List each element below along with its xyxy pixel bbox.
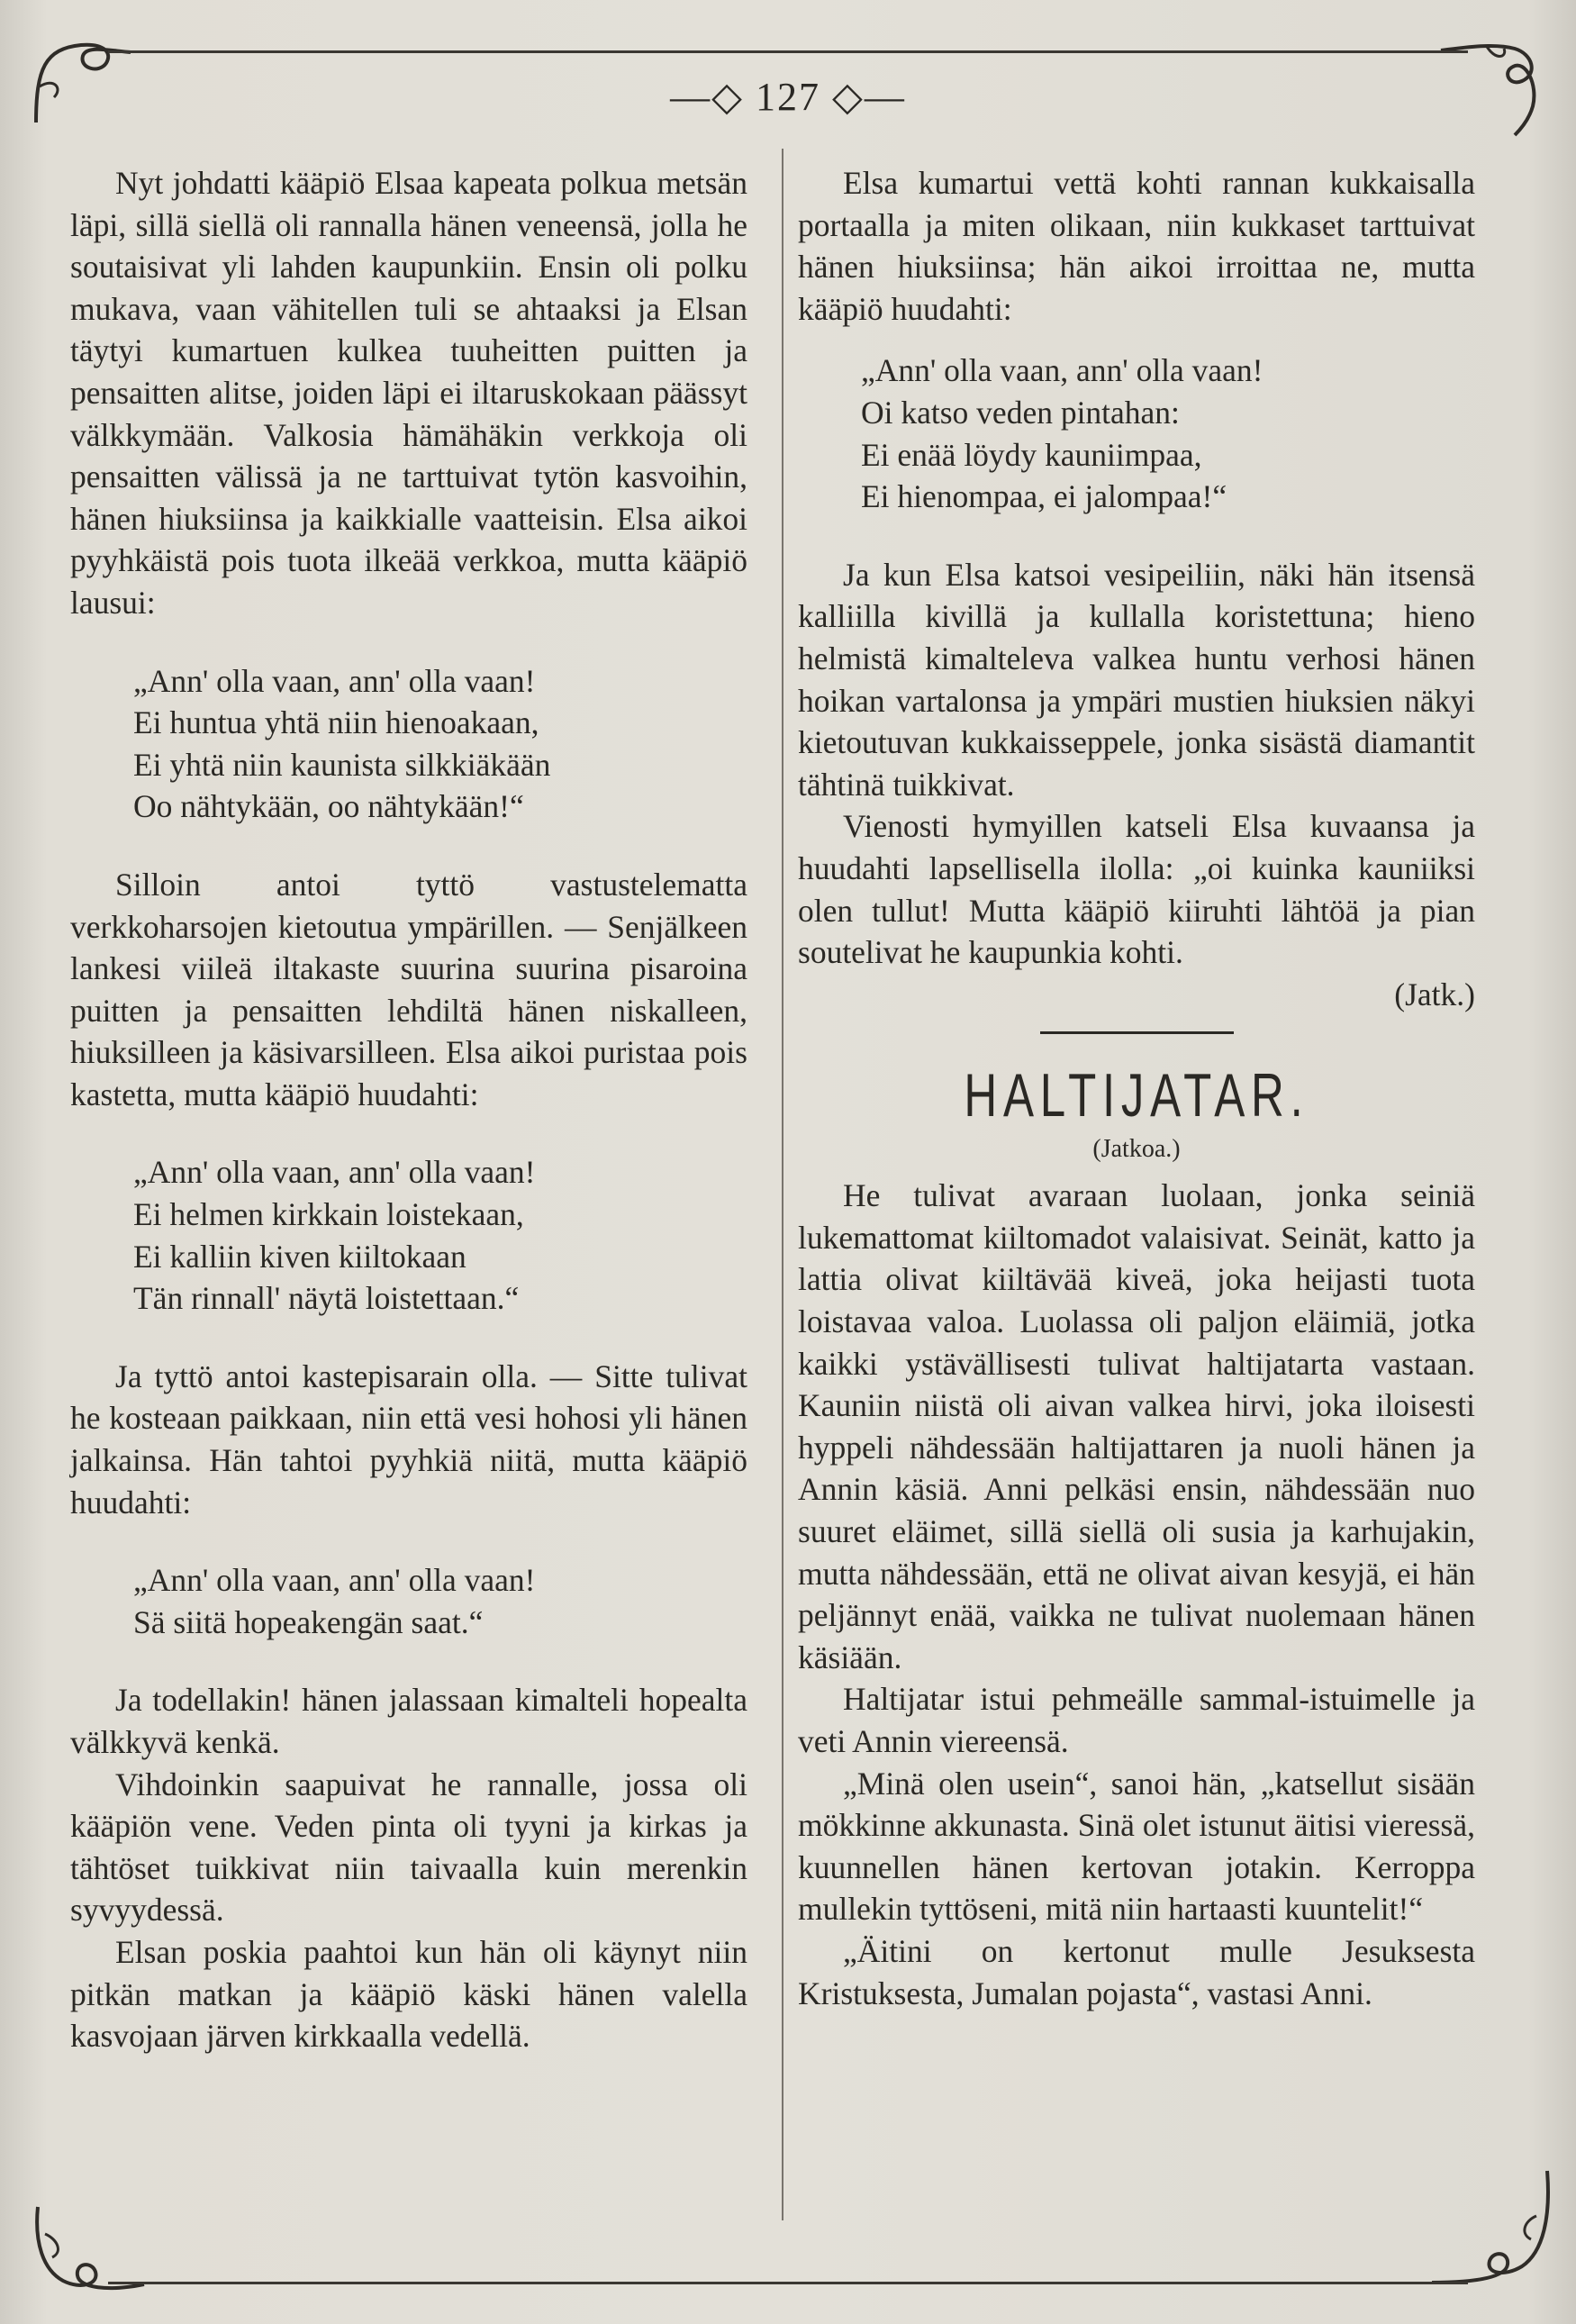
paragraph: Haltijatar istui pehmeälle sammal-istuimelle ja veti Annin viereensä. [798,1681,1475,1759]
verse-line: „Ann' olla vaan, ann' olla vaan! [133,1562,536,1599]
verse-line: Ei hienompaa, ei jalompaa!“ [861,478,1227,515]
column-divider [782,149,783,2220]
verse [70,1151,747,1319]
top-border-rule [108,50,1468,53]
verse-line: Ei huntua yhtä niin hienoakaan, [133,704,539,741]
corner-ornament-bottom-right [1423,2162,1558,2306]
paragraph: Ja tyttö antoi kastepisarain olla. — Sitte tulivat he kosteaan paikkaan, niin että vesi hohosi yli hänen jalkainsa. Hän tahtoi pyyhkiä niitä, mutta kääpiö huudahti: [70,1357,747,1521]
verse-line: Oo nähtykään, oo nähtykään!“ [133,788,524,825]
verse-line: Tän rinnall' näytä loistettaan.“ [133,1280,520,1317]
verse-line: Oi katso veden pintahan: [861,394,1180,431]
verse-line: Ei yhtä niin kaunista silkkiäkään [133,746,551,783]
verse-line: „Ann' olla vaan, ann' olla vaan! [133,1154,536,1191]
verse-line: Ei helmen kirkkain loistekaan, [133,1196,524,1233]
paragraph: Silloin antoi tyttö vastustelematta verkkoharsojen kietoutua ympärillen. — Senjälkeen lankesi viileä iltakaste suurina suurina pisaroina puitten ja pensaitten lehdiltä hänen niskalleen, hiuksilleen ja käsivarsilleen. Elsa aikoi puristaa pois kastetta, mutta kääpiö huudahti: [70,866,747,1112]
verse-line: „Ann' olla vaan, ann' olla vaan! [133,662,536,699]
paragraph: Ja todellakin! hänen jalassaan kimalteli hopealta välkkyvä kenkä. [70,1682,747,1760]
corner-ornament-bottom-left [27,2198,153,2306]
verse-line: Ei enää löydy kauniimpaa, [861,436,1202,473]
section-separator [1040,1031,1234,1034]
verse-line: Sä siitä hopeakengän saat.“ [133,1603,484,1640]
verse-line: „Ann' olla vaan, ann' olla vaan! [861,352,1264,389]
page-number-header [0,74,1576,120]
paragraph: „Minä olen usein“, sanoi hän, „katsellut sisään mökkinne akkunasta. Sinä olet istunut äitisi vieressä, kuunnellen hänen kertovan jotakin. Kerroppa mullekin tyttöseni, mitä niin hartaasti kuuntelit!“ [798,1765,1475,1928]
paragraph: Vienosti hymyillen katseli Elsa kuvaansa ja huudahti lapsellisella ilolla: „oi kuinka kauniiksi olen tullut! Mutta kääpiö kiiruhti lähtöä ja pian soutelivat he kaupunkia kohti. [798,808,1475,971]
paragraph: „Äitini on kertonut mulle Jesuksesta Kristuksesta, Jumalan pojasta“, vastasi Anni. [798,1932,1475,2011]
verse-line: Ei kalliin kiven kiiltokaan [133,1238,466,1275]
story-subtitle: (Jatkoa.) [1092,1135,1181,1164]
paragraph: He tulivat avaraan luolaan, jonka seiniä lukemattomat kiiltomadot valaisivat. Seinät, katto ja lattia olivat kiiltävää kiveä, joka heijasti tuota loistavaa valoa. Luolassa oli paljon eläimiä, jotka kaikki ystävällisesti tulivat haltijatarta vastaan. Kauniin niistä oli aivan valkea hirvi, joka iloisesti hyppeli nähdessään haltijattaren ja nuoli hänen ja Annin käsiä. Anni pelkäsi ensin, nähdessään nuo suuret eläimet, sillä siellä oli susia ja karhujakin, mutta nähdessään, että ne olivat aivan kesyjä, ei hän peljännyt enää, vaikka ne tulivat nuolemaan hänen käsiään. [798,1177,1475,1675]
continued-note: (Jatk.) [1394,976,1475,1012]
left-column [70,162,747,2057]
story-title: HALTIJATAR. [964,1061,1309,1130]
paragraph: Elsan poskia paahtoi kun hän oli käynyt niin pitkän matkan ja kääpiö käski hänen valella kasvojaan järven kirkkaalla vedellä. [70,1933,747,2055]
verse [798,350,1475,517]
page-number-ornament-right: ◇— [832,75,906,119]
page-number: 127 [756,75,820,119]
paragraph: Ja kun Elsa katsoi vesipeiliin, näki hän itsensä kalliilla kivillä ja kullalla koristettuna; hieno helmistä kimalteleva valkea huntu verhosi hänen hoikan vartalonsa ja ympäri mustien hiuksien näkyi kietoutuvan kukkaisseppele, jonka sisästä diamantit tähtinä tuikkivat. [798,556,1475,803]
paragraph: Vihdoinkin saapuivat he rannalle, jossa oli kääpiön vene. Veden pinta oli tyyni ja kirkas ja tähtöset tuikkivat niin taivaalla kuin merenkin syvyydessä. [70,1766,747,1929]
paragraph: Elsa kumartui vettä kohti rannan kukkaisalla portaalla ja miten olikaan, niin kukkaset tarttuivat hänen hiuksiinsa; hän aikoi irroittaa ne, mutta kääpiö huudahti: [798,165,1475,327]
page-number-ornament-left: —◇ [670,75,744,119]
bottom-border-rule [108,2282,1468,2284]
right-column [798,162,1475,2014]
paragraph: Nyt johdatti kääpiö Elsaa kapeata polkua metsän läpi, sillä siellä oli rannalla hänen veneensä, jolla he soutaisivat yli lahden kaupunkiin. Ensin oli polku mukava, vaan vähitellen tuli se ahtaaksi ja Elsan täytyi kumartuen kulkea tuuheitten puitten ja pensaitten alitse, joiden läpi ei iltaruskokaan päässyt välkkymään. Valkosia hämähäkin verkkoja oli pensaitten välissä ja ne tarttuivat tytön kasvoihin, hänen hiuksiinsa ja kaikkialle vaatteisin. Elsa aikoi pyyhkäistä pois tuota ilkeää verkkoa, mutta kääpiö lausui: [70,165,747,621]
verse [70,1559,747,1643]
verse [70,660,747,828]
